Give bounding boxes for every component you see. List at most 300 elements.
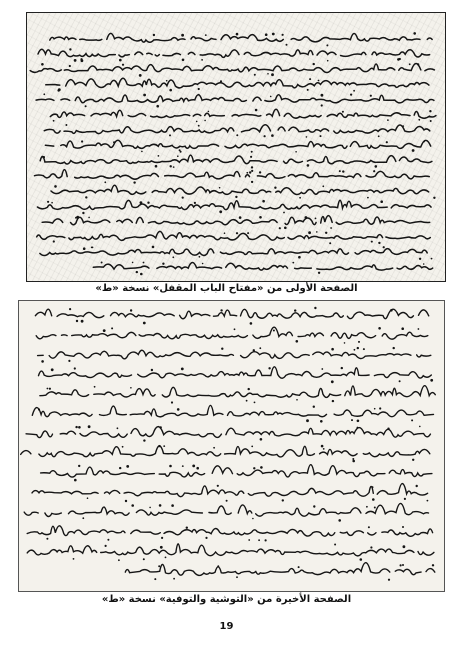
script-dot <box>279 227 281 229</box>
script-dot <box>38 408 40 410</box>
script-dot <box>331 380 334 383</box>
script-dot <box>88 425 91 428</box>
script-dot <box>260 466 263 469</box>
script-dot <box>271 134 274 137</box>
script-dot <box>182 197 184 199</box>
script-dot <box>85 105 87 107</box>
script-dot <box>430 379 433 382</box>
script-dot <box>119 59 122 62</box>
script-dot <box>219 187 221 189</box>
script-dot <box>151 369 153 371</box>
script-dot <box>41 360 44 363</box>
script-dot <box>236 232 238 234</box>
script-dot <box>224 232 226 234</box>
script-dot <box>313 406 315 408</box>
script-dot <box>322 185 324 187</box>
script-dot <box>258 539 260 541</box>
script-dot <box>404 498 406 500</box>
script-dot <box>316 231 318 233</box>
script-dot <box>239 216 242 219</box>
script-dot <box>260 438 263 441</box>
script-dot <box>402 526 404 528</box>
script-dot <box>251 151 253 153</box>
script-dot <box>412 459 414 461</box>
script-dot <box>118 559 120 561</box>
script-dot <box>251 170 253 172</box>
script-dot <box>318 80 320 82</box>
script-dot <box>401 327 404 330</box>
script-dot <box>374 408 376 410</box>
script-dot <box>427 500 429 502</box>
script-dot <box>433 197 435 199</box>
script-line <box>44 33 432 42</box>
script-dot <box>236 134 238 136</box>
script-dot <box>353 90 355 92</box>
script-dot <box>352 460 355 463</box>
script-line <box>37 231 431 240</box>
script-dot <box>87 497 89 499</box>
script-dot <box>378 327 381 330</box>
script-dot <box>65 124 67 126</box>
script-dot <box>423 141 425 143</box>
script-dot <box>318 272 320 274</box>
script-dot <box>378 242 380 244</box>
script-dot <box>42 156 45 159</box>
script-dot <box>172 256 174 258</box>
script-dot <box>104 181 106 183</box>
script-dot <box>383 246 385 248</box>
script-dot <box>201 59 203 61</box>
script-dot <box>387 428 389 430</box>
script-dot <box>198 94 200 96</box>
script-dot <box>339 170 341 172</box>
script-line <box>44 125 430 134</box>
script-dot <box>330 227 332 229</box>
script-dot <box>140 201 143 204</box>
script-dot <box>198 88 200 90</box>
script-dot <box>51 202 53 204</box>
script-dot <box>282 34 284 36</box>
script-dot <box>149 507 151 509</box>
script-dot <box>160 546 163 549</box>
script-dot <box>131 504 134 507</box>
script-dot <box>299 197 301 199</box>
script-dot <box>321 94 324 97</box>
script-dot <box>177 408 180 411</box>
script-dot <box>196 467 199 470</box>
script-dot <box>125 500 127 502</box>
script-dot <box>140 273 143 276</box>
script-dot <box>199 256 201 258</box>
script-dot <box>296 399 298 401</box>
script-line <box>39 367 432 378</box>
script-dot <box>81 59 84 62</box>
script-dot <box>326 44 328 46</box>
script-dot <box>173 578 175 580</box>
script-dot <box>259 347 261 349</box>
script-dot <box>186 527 188 529</box>
script-dot <box>282 499 284 501</box>
script-dot <box>47 388 49 390</box>
script-dot <box>375 165 378 168</box>
script-dot <box>68 360 70 362</box>
script-dot <box>53 120 55 122</box>
script-dot <box>85 196 87 198</box>
script-dot <box>220 80 222 82</box>
script-dot <box>342 111 344 113</box>
script-line <box>51 185 429 194</box>
script-dot <box>419 426 421 428</box>
script-dot <box>139 74 142 77</box>
script-dot <box>73 558 75 560</box>
script-line <box>46 78 429 88</box>
script-dot <box>429 110 431 112</box>
script-line <box>40 155 432 164</box>
script-dot <box>259 171 261 173</box>
script-dot <box>43 93 45 95</box>
script-dot <box>248 539 250 541</box>
script-dot <box>143 94 146 97</box>
script-dot <box>182 465 184 467</box>
script-dot <box>101 262 103 264</box>
script-dot <box>130 309 132 311</box>
script-dot <box>126 465 129 468</box>
script-dot <box>147 202 149 204</box>
script-dot <box>76 320 78 322</box>
script-dot <box>262 200 265 203</box>
script-dot <box>332 400 334 402</box>
script-line <box>19 446 430 457</box>
script-dot <box>323 448 325 450</box>
script-dot <box>252 518 254 520</box>
manuscript-image-first-page <box>26 12 446 282</box>
script-dot <box>177 155 179 157</box>
script-dot <box>166 80 168 82</box>
script-dot <box>265 539 267 541</box>
script-dot <box>400 564 402 566</box>
script-dot <box>402 564 404 566</box>
script-dot <box>371 486 373 488</box>
script-dot <box>41 63 44 66</box>
script-dot <box>181 368 184 371</box>
script-dot <box>192 465 195 468</box>
script-dot <box>307 89 309 91</box>
script-dot <box>88 217 90 219</box>
script-dot <box>432 564 434 566</box>
script-dot <box>295 151 297 153</box>
script-dot <box>366 506 368 508</box>
script-dot <box>158 155 160 157</box>
script-dot <box>69 308 71 310</box>
script-dot <box>171 401 173 403</box>
script-dot <box>393 347 395 349</box>
script-dot <box>418 328 420 330</box>
script-dot <box>255 109 258 112</box>
script-dot <box>254 402 256 404</box>
script-dot <box>306 419 309 422</box>
script-dot <box>321 104 323 106</box>
script-dot <box>423 263 425 265</box>
script-dot <box>251 166 253 168</box>
script-dot <box>46 538 48 540</box>
script-dot <box>181 34 184 37</box>
script-dot <box>354 349 356 351</box>
script-dot <box>169 89 172 92</box>
script-dot <box>94 386 96 388</box>
script-dot <box>379 407 381 409</box>
script-dot <box>308 231 311 234</box>
script-dot <box>169 134 171 136</box>
script-dot <box>194 202 196 204</box>
script-dot <box>69 48 71 50</box>
script-dot <box>158 565 160 567</box>
script-line <box>24 503 428 516</box>
script-dot <box>284 227 287 230</box>
script-dot <box>234 328 236 330</box>
manuscript-image-last-page <box>18 300 445 592</box>
script-dot <box>314 307 316 309</box>
script-dot <box>165 557 167 559</box>
script-line <box>27 526 432 537</box>
script-dot <box>320 420 323 423</box>
script-dot <box>113 141 115 143</box>
script-dot <box>419 258 421 260</box>
script-dot <box>169 465 172 468</box>
script-line <box>93 263 432 271</box>
script-dot <box>103 329 106 332</box>
script-dot <box>143 322 146 325</box>
script-dot <box>321 445 324 448</box>
script-dot <box>47 201 49 203</box>
script-dot <box>363 348 365 350</box>
script-dot <box>370 546 372 548</box>
script-dot <box>338 519 341 522</box>
script-dot <box>217 485 219 487</box>
script-dot <box>247 232 249 234</box>
script-dot <box>81 320 84 323</box>
script-dot <box>236 576 238 578</box>
script-dot <box>321 368 323 370</box>
script-line <box>32 484 428 497</box>
script-dot <box>327 60 329 62</box>
script-dot <box>105 545 107 547</box>
script-dot <box>360 558 363 561</box>
script-dot <box>69 65 71 67</box>
script-line <box>36 327 428 339</box>
script-dot <box>141 151 143 153</box>
script-dot <box>74 479 77 482</box>
script-dot <box>253 467 255 469</box>
script-dot <box>378 135 380 137</box>
script-dot <box>344 342 346 344</box>
script-dot <box>402 125 404 127</box>
script-dot <box>387 119 389 121</box>
script-dot <box>431 258 433 260</box>
script-dot <box>313 505 315 507</box>
script-dot <box>350 94 352 96</box>
script-dot <box>368 526 370 528</box>
script-dot <box>81 140 83 142</box>
script-line <box>35 170 430 180</box>
script-dot <box>130 387 132 389</box>
script-dot <box>294 309 296 311</box>
script-line <box>42 216 430 225</box>
script-dot <box>246 172 248 174</box>
script-dot <box>49 388 51 390</box>
script-dot <box>170 165 172 167</box>
script-dot <box>271 73 274 76</box>
script-dot <box>292 262 294 264</box>
script-dot <box>334 544 336 546</box>
script-dot <box>156 105 159 108</box>
script-dot <box>320 135 322 137</box>
script-dot <box>159 504 162 507</box>
script-dot <box>91 247 93 249</box>
script-dot <box>82 212 84 214</box>
script-line <box>37 200 431 209</box>
script-dot <box>250 156 252 158</box>
script-dot <box>132 262 134 264</box>
script-dot <box>198 125 200 127</box>
script-line <box>27 544 434 556</box>
script-dot <box>413 32 416 35</box>
script-dot <box>307 164 310 167</box>
script-dot <box>298 566 300 568</box>
script-dot <box>357 347 359 349</box>
script-dot <box>286 44 288 46</box>
script-dot <box>358 341 360 343</box>
script-dot <box>153 34 155 36</box>
script-dot <box>219 210 222 213</box>
script-dot <box>264 135 266 137</box>
script-dot <box>74 367 76 369</box>
script-dot <box>249 171 251 173</box>
script-dot <box>341 367 343 369</box>
script-dot <box>196 121 198 123</box>
script-dot <box>313 63 315 65</box>
script-dot <box>390 309 393 312</box>
script-line <box>34 49 429 57</box>
script-dot <box>370 95 372 97</box>
script-dot <box>205 537 207 539</box>
script-dot <box>309 78 311 80</box>
script-dot <box>403 545 406 548</box>
script-dot <box>133 181 135 183</box>
script-line <box>26 427 430 438</box>
script-dot <box>161 537 163 539</box>
script-dot <box>122 64 124 66</box>
script-dot <box>160 426 162 428</box>
caption-last-page: الصفحة الأخيرة من «التوشية والتوفية» نسخة «ط» <box>101 594 352 605</box>
script-dot <box>416 485 418 487</box>
script-dot <box>117 427 119 429</box>
script-dot <box>306 136 308 138</box>
script-dot <box>283 212 285 214</box>
script-dot <box>58 88 61 91</box>
script-dot <box>380 200 383 203</box>
script-dot <box>182 59 185 62</box>
script-dot <box>399 380 401 382</box>
script-line <box>38 350 431 359</box>
script-dot <box>270 96 272 98</box>
script-dot <box>267 73 269 75</box>
script-dot <box>254 74 256 76</box>
script-dot <box>75 217 77 219</box>
script-line <box>32 405 433 416</box>
script-dot <box>208 111 210 113</box>
script-dot <box>53 240 55 242</box>
script-dot <box>352 458 354 460</box>
handwriting-lines <box>19 301 444 591</box>
script-dot <box>357 420 360 423</box>
script-dot <box>154 578 156 580</box>
script-dot <box>430 120 432 122</box>
script-dot <box>417 63 419 65</box>
script-dot <box>173 166 175 168</box>
script-dot <box>221 348 223 350</box>
script-dot <box>136 271 138 273</box>
script-dot <box>220 309 222 311</box>
script-line <box>36 95 434 103</box>
script-dot <box>122 446 124 448</box>
script-dot <box>75 426 77 428</box>
script-dot <box>143 558 145 560</box>
script-dot <box>107 539 109 541</box>
script-dot <box>315 218 317 220</box>
script-dot <box>268 367 270 369</box>
script-dot <box>171 504 174 507</box>
script-dot <box>357 427 359 429</box>
script-dot <box>54 185 57 188</box>
script-dot <box>143 439 145 441</box>
script-dot <box>74 59 77 62</box>
script-dot <box>371 241 373 243</box>
script-dot <box>342 170 344 172</box>
script-dot <box>202 263 204 265</box>
script-dot <box>388 579 390 581</box>
script-dot <box>372 498 375 501</box>
script-dot <box>51 368 54 371</box>
script-dot <box>259 216 262 219</box>
script-dot <box>373 170 375 172</box>
script-dot <box>331 348 334 351</box>
script-dot <box>374 507 376 509</box>
script-dot <box>204 120 206 122</box>
script-line <box>39 140 431 148</box>
script-dot <box>179 149 181 151</box>
script-dot <box>226 500 228 502</box>
script-dot <box>82 517 84 519</box>
script-dot <box>152 246 155 249</box>
script-line <box>50 109 436 118</box>
script-line <box>40 386 435 398</box>
script-dot <box>83 247 86 250</box>
script-dot <box>248 388 250 390</box>
script-dot <box>411 419 413 421</box>
script-dot <box>298 256 301 259</box>
script-dot <box>213 447 215 449</box>
script-dot <box>296 340 299 343</box>
script-dot <box>78 426 81 429</box>
script-dot <box>119 467 121 469</box>
script-dot <box>217 565 219 567</box>
script-dot <box>409 63 411 65</box>
script-dot <box>397 58 400 61</box>
script-dot <box>274 187 276 189</box>
caption-first-page: الصفحة الأولى من «مفتاح الباب المقفل» نسخة «ط» <box>95 283 358 294</box>
script-line <box>41 465 432 477</box>
script-dot <box>386 141 388 143</box>
